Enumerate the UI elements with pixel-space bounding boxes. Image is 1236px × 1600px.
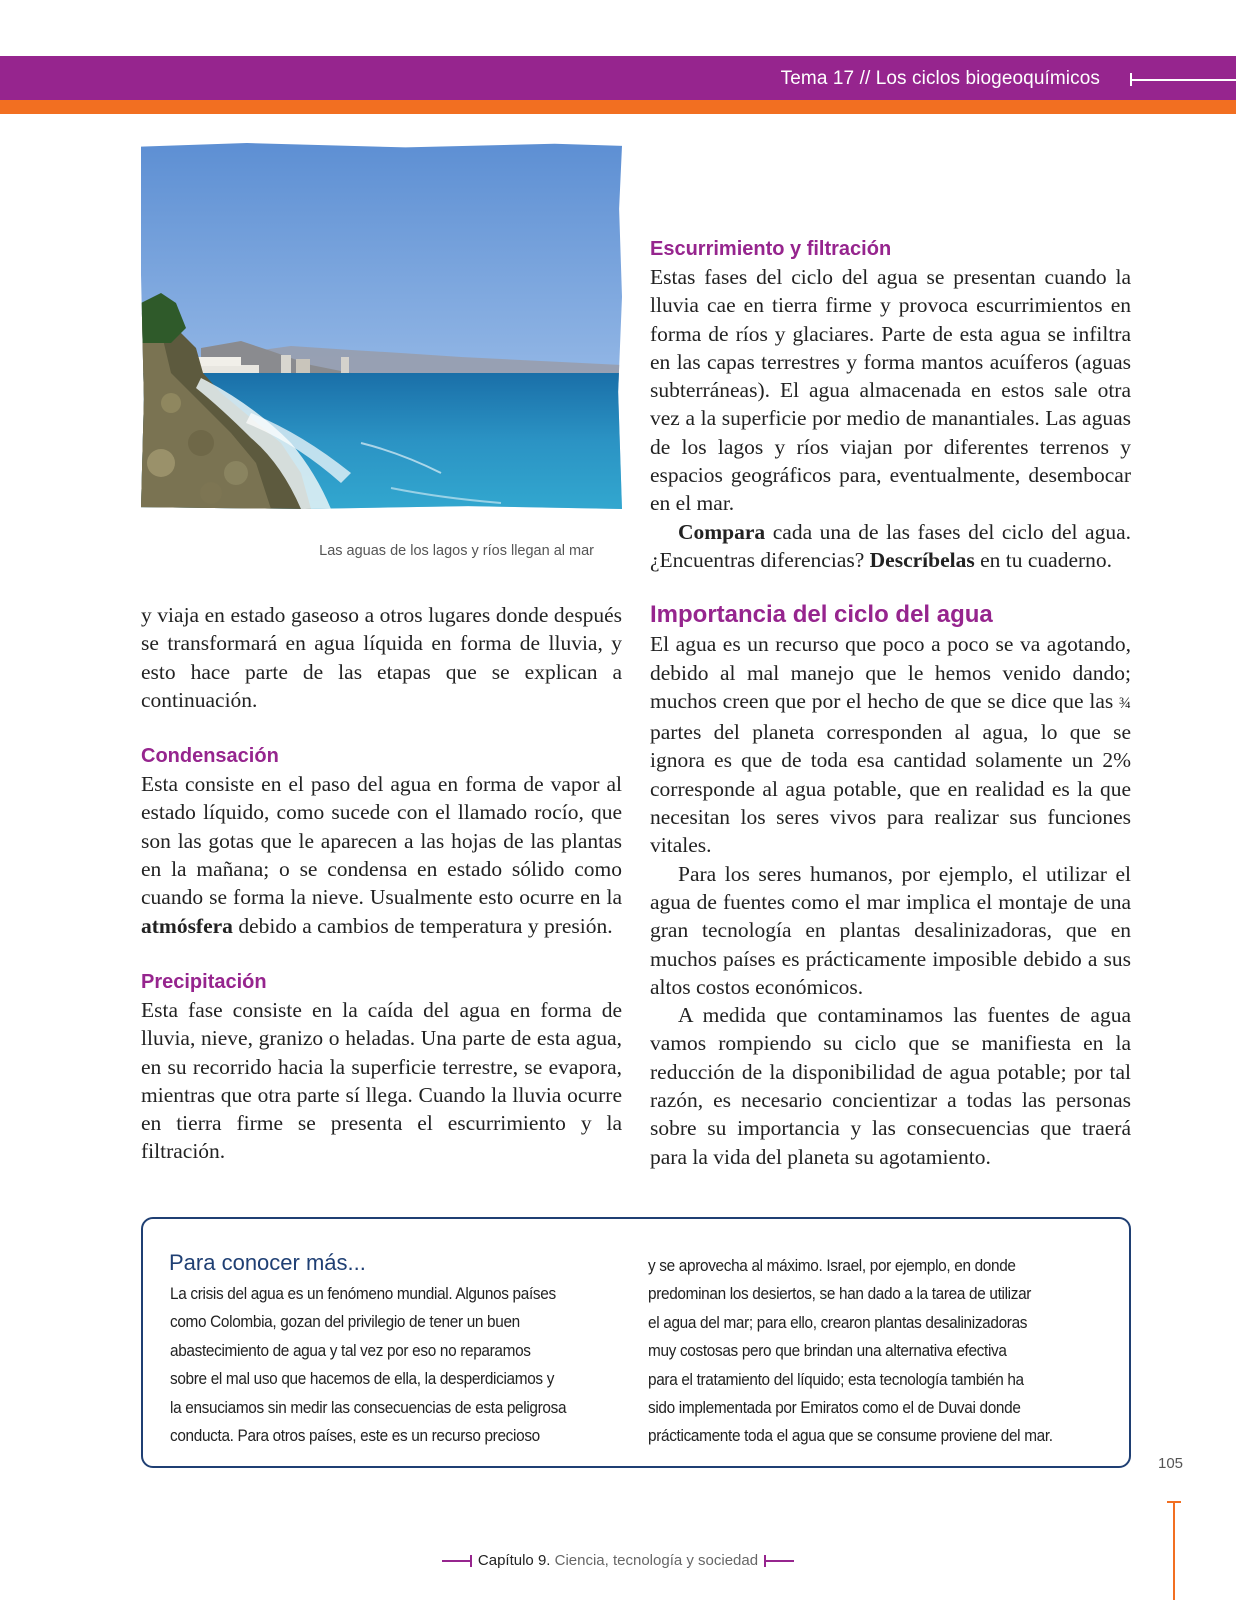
side-line xyxy=(1173,1502,1175,1600)
intro-paragraph: y viaja en estado gaseoso a otros lugares donde después se transformará en agua líquida en forma de lluvia, y esto hace parte de las etapas que se explican a continuación. xyxy=(141,603,622,712)
importancia-paragraph-2: Para los seres humanos, por ejemplo, el utilizar el agua de fuentes como el mar implica el montaje de una gran tecnología en plantas desalinizadoras, que en muchos países es prácticamente imposible debido a sus altos costos económicos. xyxy=(650,861,1131,999)
heading-importancia: Importancia del ciclo del agua xyxy=(650,601,993,629)
info-box-title: Para conocer más... xyxy=(169,1250,366,1275)
footer-chapter: Capítulo 9. xyxy=(477,1552,551,1569)
info-box-right-text xyxy=(648,1252,1053,1451)
info-line: La crisis del agua es un fenómeno mundial. Algunos países xyxy=(170,1285,556,1303)
header-line xyxy=(1130,79,1236,81)
escurrimiento-paragraph: Estas fases del ciclo del agua se presentan cuando la lluvia cae en tierra firme y provoca escurrimientos en forma de ríos y glaciares. Parte de esta agua se infiltra en las capas terrestres y forma mantos acuíferos (aguas subterráneas). El agua almacenada en estos sale otra vez a la superficie por medio de manantiales. Las aguas de los lagos y ríos viajan por diferentes terrenos y espacios geográficos para, eventualmente, desembocar en el mar. xyxy=(650,265,1131,516)
heading-condensacion: Condensación xyxy=(141,745,279,768)
footer xyxy=(0,1552,1236,1569)
info-box-left-text xyxy=(170,1280,566,1450)
term-atmosfera: atmósfera xyxy=(141,913,233,938)
header-accent-band xyxy=(0,100,1236,114)
coastline-photo xyxy=(141,143,622,509)
importancia-paragraph-1: El agua es un recurso que poco a poco se va agotando, debido al mal manejo que le hemos venido dando; muchos creen que por el hecho de que se dice que las ¾ partes del planeta corresponden al agua, lo que se ignora es que de toda esa cantidad solamente un 2% corresponde al agua potable, que en realidad es la que necesitan los seres vivos para realizar sus funciones vitales. xyxy=(650,632,1131,858)
footer-line-right xyxy=(764,1560,794,1562)
heading-escurrimiento: Escurrimiento y filtración xyxy=(650,238,892,260)
coastline-photo-drawing xyxy=(141,143,622,509)
info-line: prácticamente toda el agua que se consume proviene del mar. xyxy=(648,1427,1053,1446)
info-line: el agua del mar; para ello, crearon plantas desalinizadoras xyxy=(648,1313,1028,1332)
info-line: para el tratamiento del líquido; esta tecnología también ha xyxy=(648,1370,1024,1389)
info-line: como Colombia, gozan del privilegio de tener un buen xyxy=(170,1313,520,1332)
info-line: sido implementada por Emiratos como el de Duvai donde xyxy=(648,1399,1021,1418)
info-line: y se aprovecha al máximo. Israel, por ejemplo, en donde xyxy=(648,1257,1016,1275)
photo-caption: Las aguas de los lagos y ríos llegan al mar xyxy=(319,543,594,559)
importancia-paragraph-3: A medida que contaminamos las fuentes de agua vamos rompiendo su ciclo que se manifiesta en la reducción de la disponibilidad de agua potable; por tal razón, es necesario concientizar a todas las personas sobre su importancia y las consecuencias que traerá para la vida del planeta su agotamiento. xyxy=(650,1003,1131,1169)
info-line: abastecimiento de agua y tal vez por eso no reparamos xyxy=(170,1341,531,1360)
precipitacion-paragraph: Esta fase consiste en la caída del agua en forma de lluvia, nieve, granizo o heladas. Una parte de esta agua, en su recorrido hacia la superficie terrestre, se evapora, mientras que otra parte sí llega. Cuando la lluvia ocurre en tierra firme se presenta el escurrimiento y la filtración. xyxy=(141,997,622,1164)
heading-precipitacion: Precipitación xyxy=(141,970,267,993)
right-column xyxy=(650,235,1131,1171)
info-line: predominan los desiertos, se han dado a la tarea de utilizar xyxy=(648,1285,1032,1304)
condensacion-paragraph: Esta consiste en el paso del agua en forma de vapor al estado líquido, como sucede con el llamado rocío, que son las gotas que le aparecen a las hojas de las plantas en la mañana; o se condensa en estado sólido como cuando se forma la nieve. Usualmente esto ocurre en la atmósfera debido a cambios de temperatura y presión. xyxy=(141,772,622,938)
header-title: Tema 17 // Los ciclos biogeoquímicos xyxy=(780,68,1100,89)
footer-line-left xyxy=(442,1560,472,1562)
activity-paragraph: Compara cada una de las fases del ciclo del agua. ¿Encuentras diferencias? Descríbelas en tu cuaderno. xyxy=(650,519,1131,572)
footer-chapter-title: Ciencia, tecnología y sociedad xyxy=(550,1552,759,1569)
left-column xyxy=(141,601,622,1166)
info-line: muy costosas pero que brindan una alternativa efectiva xyxy=(648,1342,1007,1361)
info-line: conducta. Para otros países, este es un recurso precioso xyxy=(170,1427,540,1446)
info-line: sobre el mal uso que hacemos de ella, la desperdiciamos y xyxy=(170,1370,555,1389)
info-line: la ensuciamos sin medir las consecuencias de esta peligrosa xyxy=(170,1398,567,1417)
page-number: 105 xyxy=(1158,1455,1184,1472)
